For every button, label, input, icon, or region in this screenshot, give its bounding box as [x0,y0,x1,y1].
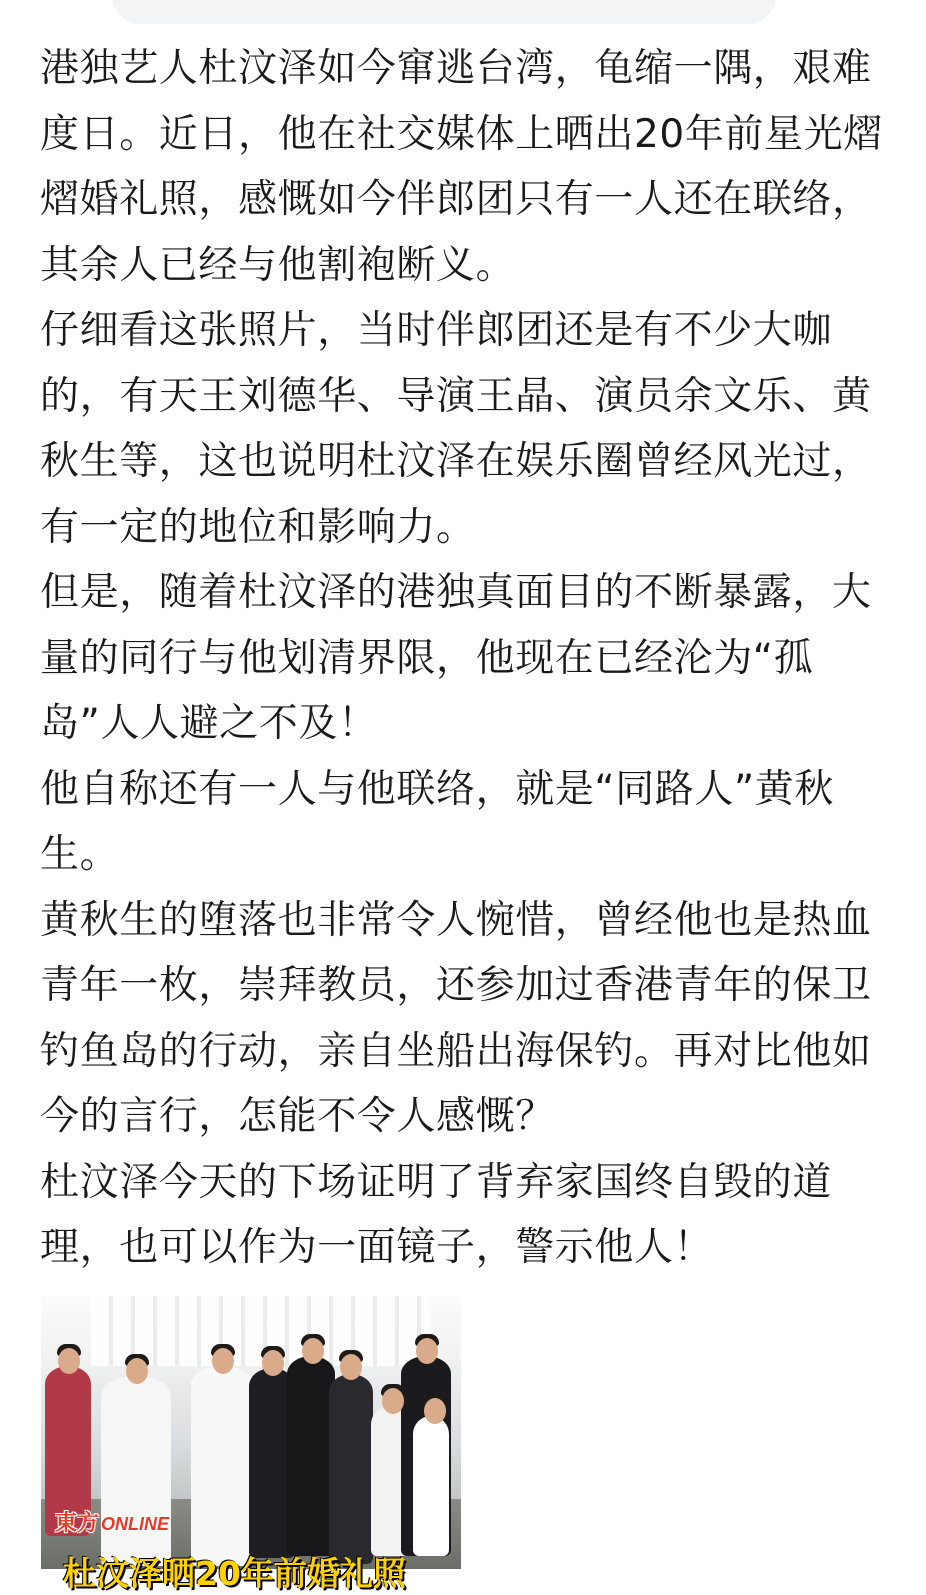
wedding-photo[interactable] [41,1296,461,1593]
oriental-daily-logo [55,1506,169,1537]
article-paragraph: 港独艺人杜汶泽如今窜逃台湾，龟缩一隅，艰难度日。近日，他在社交媒体上晒出20年前星光熠熠婚礼照，感慨如今伴郎团只有一人还在联络，其余人已经与他割袍断义。 [40,46,883,288]
article-paragraph: 黄秋生的堕落也非常令人惋惜，曾经他也是热血青年一枚，崇拜教员，还参加过香港青年的保卫钓鱼岛的行动，亲自坐船出海保钓。再对比他如今的言行，怎能不令人感慨？ [40,897,872,1139]
bride-figure [101,1376,171,1566]
guest-head [302,1338,324,1364]
guest-head [340,1354,362,1380]
article-paragraph: 但是，随着杜汶泽的港独真面目的不断暴露，大量的同行与他划清界限，他现在已经沦为“孤岛”人人避之不及！ [40,570,872,746]
guest-head [212,1348,234,1374]
child-figure [413,1416,449,1556]
groomsman-figure [287,1356,335,1556]
guest-head [126,1358,148,1384]
bride-figure [191,1366,253,1566]
photo-caption: 杜汶泽晒20年前婚礼照 [63,1554,406,1593]
top-search-bar-edge [112,0,776,24]
article-paragraph: 杜汶泽今天的下场证明了背弃家国终自毁的道理，也可以作为一面镜子，警示他人！ [40,1159,833,1270]
guest-head [416,1338,438,1364]
guest-head [262,1350,284,1376]
guest-head [424,1398,446,1424]
article-body [40,36,888,1281]
guest-head [58,1348,80,1374]
groomsman-figure [329,1374,373,1564]
logo-sub-text: ONLINE [101,1514,170,1534]
article-paragraph: 他自称还有一人与他联络，就是“同路人”黄秋生。 [40,766,835,877]
article-paragraph: 仔细看这张照片，当时伴郎团还是有不少大咖的，有天王刘德华、导演王晶、演员余文乐、黄秋生等，这也说明杜汶泽在娱乐圈曾经风光过，有一定的地位和影响力。 [40,308,872,550]
logo-main-text: 東方 [55,1510,100,1535]
guest-head [382,1388,404,1414]
